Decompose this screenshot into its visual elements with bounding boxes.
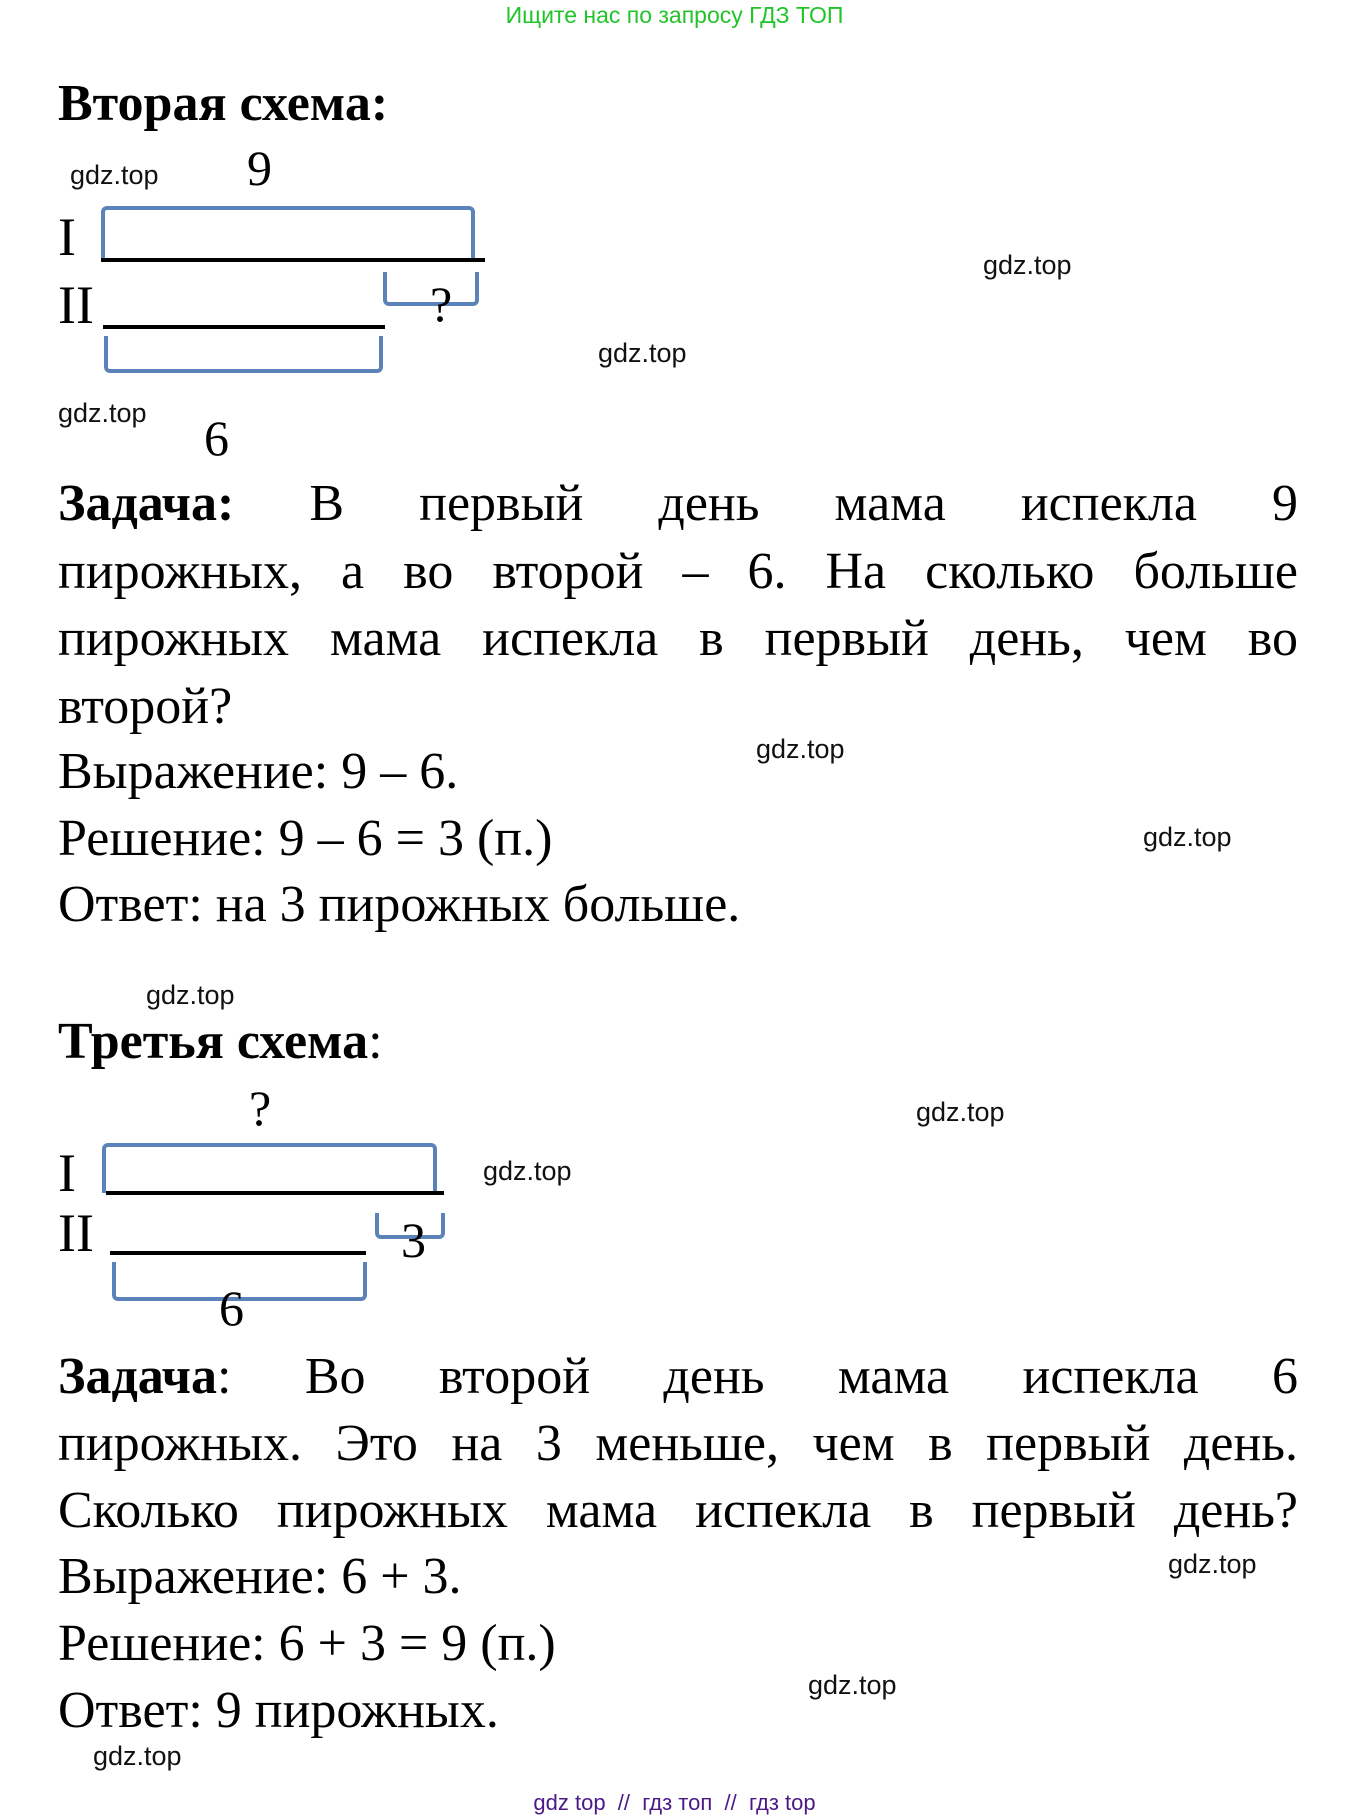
watermark: gdz.top (983, 250, 1072, 280)
task-label: Задача (58, 1348, 217, 1405)
watermark: gdz.top (808, 1670, 897, 1700)
watermark: gdz.top (1168, 1549, 1257, 1579)
task-line: второй? (58, 678, 233, 735)
answer: Ответ: 9 пирожных. (58, 1682, 499, 1739)
scheme-total-label: ? (249, 1080, 272, 1136)
task-line: Задача: Во второй день мама испекла 6 (58, 1348, 1299, 1405)
watermark: gdz.top (58, 398, 147, 428)
watermark: gdz.top (483, 1156, 572, 1186)
scheme-difference-label: 3 (401, 1212, 426, 1268)
watermark: gdz.top (1143, 822, 1232, 852)
task-label: Задача: (58, 475, 235, 532)
expression: Выражение: 6 + 3. (58, 1548, 462, 1605)
total-bracket (102, 1143, 437, 1193)
answer: Ответ: на 3 пирожных больше. (58, 876, 741, 933)
watermark: gdz.top (146, 980, 235, 1010)
task-line: Задача: В первый день мама испекла 9 (58, 475, 1298, 532)
scheme-part-label: 6 (219, 1280, 244, 1336)
task-line: Сколько пирожных мама испекла в первый день? (58, 1482, 1298, 1539)
second-scheme-heading: Вторая схема: (58, 75, 389, 132)
part-bracket (104, 336, 383, 373)
task-line: пирожных, а во второй – 6. На сколько больше (58, 543, 1298, 600)
segment-ii (103, 325, 385, 329)
watermark: gdz.top (598, 338, 687, 368)
segment-ii (110, 1251, 366, 1255)
third-scheme-heading: Третья схема: (58, 1013, 383, 1070)
search-banner[interactable]: Ищите нас по запросу ГДЗ ТОП (505, 2, 844, 28)
watermark: gdz.top (916, 1097, 1005, 1127)
scheme-total-label: 9 (247, 140, 272, 196)
solution: Решение: 9 – 6 = 3 (п.) (58, 810, 553, 867)
scheme-part-label: 6 (204, 410, 229, 466)
segment-i (101, 258, 485, 262)
segment-i (106, 1191, 444, 1195)
task-line: пирожных мама испекла в первый день, чем во (58, 610, 1298, 667)
footer-links[interactable]: gdz top // гдз топ // гдз top (533, 1790, 816, 1815)
solution: Решение: 6 + 3 = 9 (п.) (58, 1615, 556, 1672)
scheme-difference-label: ? (430, 276, 453, 332)
task-line: пирожных. Это на 3 меньше, чем в первый день. (58, 1415, 1298, 1472)
watermark: gdz.top (756, 734, 845, 764)
row-label-ii: II (58, 1203, 94, 1263)
row-label-i: I (58, 207, 76, 267)
row-label-ii: II (58, 275, 94, 335)
watermark: gdz.top (93, 1741, 182, 1771)
total-bracket (101, 206, 475, 260)
watermark: gdz.top (70, 160, 159, 190)
row-label-i: I (58, 1143, 76, 1203)
expression: Выражение: 9 – 6. (58, 743, 459, 800)
